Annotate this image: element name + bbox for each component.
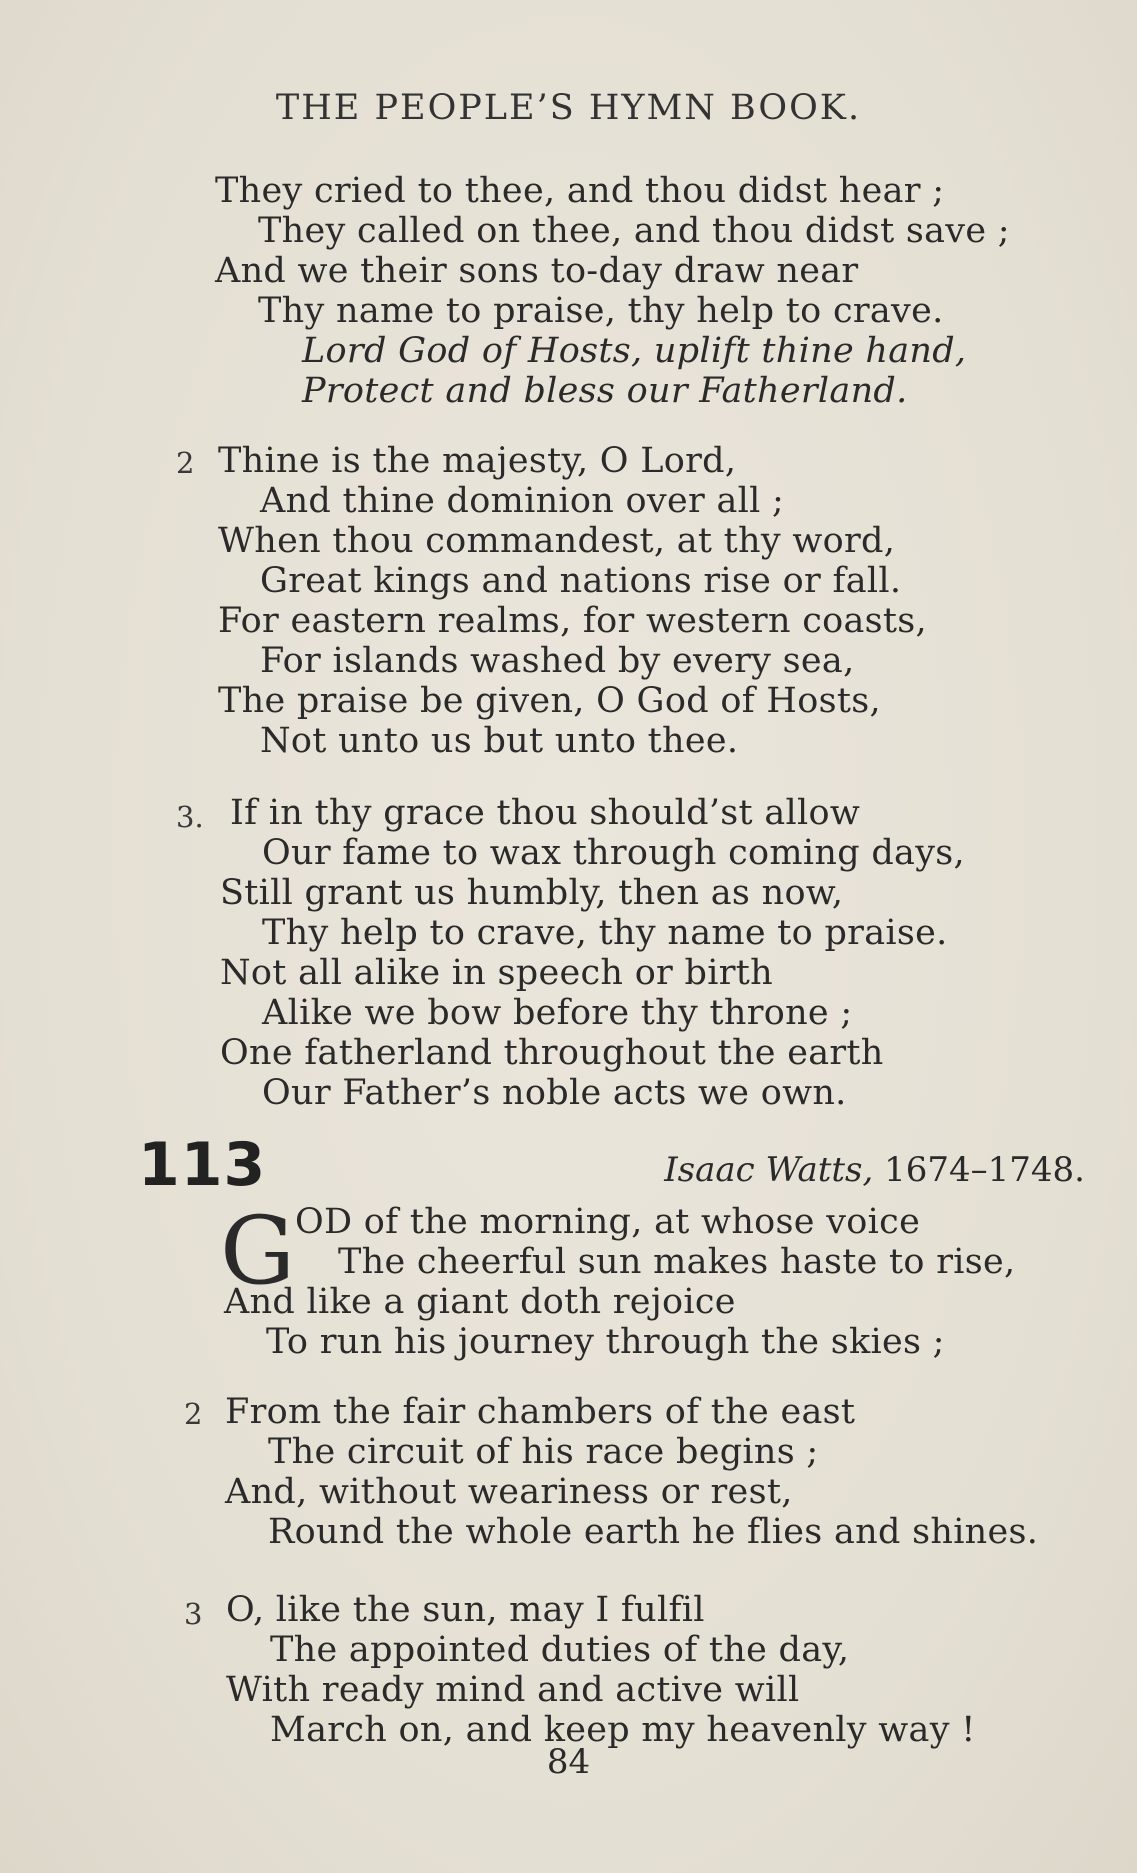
page-number: 84 — [546, 1742, 591, 1782]
hymn-line: And, without weariness or rest, — [225, 1472, 793, 1512]
hymn-line: Round the whole earth he flies and shines. — [268, 1512, 1039, 1552]
hymn-line: OD of the morning, at whose voice — [295, 1202, 921, 1242]
hymn-number: 113 — [138, 1130, 267, 1200]
hymn-line: Thine is the majesty, O Lord, — [218, 441, 737, 481]
hymn-line: The praise be given, O God of Hosts, — [218, 681, 881, 721]
hymn-line: And thine dominion over all ; — [260, 481, 785, 521]
verse-number: 2 — [176, 446, 195, 480]
verse-number: 3 — [184, 1597, 203, 1631]
hymn-line: When thou commandest, at thy word, — [218, 521, 896, 561]
running-header: THE PEOPLE’S HYMN BOOK. — [275, 88, 862, 128]
hymn-line: The cheerful sun makes haste to rise, — [338, 1242, 1016, 1282]
refrain-line: Protect and bless our Fatherland. — [302, 371, 908, 411]
drop-cap: G — [220, 1197, 296, 1306]
verse-number: 2 — [184, 1397, 203, 1431]
hymn-line: If in thy grace thou should’st allow — [230, 793, 861, 833]
hymn-line: One fatherland throughout the earth — [220, 1033, 884, 1073]
hymn-line: Great kings and nations rise or fall. — [260, 561, 902, 601]
hymn-line: The circuit of his race begins ; — [268, 1432, 819, 1472]
hymn-line: They called on thee, and thou didst save ; — [258, 211, 1010, 251]
hymn-line: For eastern realms, for western coasts, — [218, 601, 927, 641]
hymn-line: Our fame to wax through coming days, — [262, 833, 965, 873]
hymn-author — [664, 1150, 1085, 1190]
hymn-line: The appointed duties of the day, — [270, 1630, 850, 1670]
hymn-line: Thy name to praise, thy help to crave. — [258, 291, 944, 331]
refrain-line: Lord God of Hosts, uplift thine hand, — [302, 331, 967, 371]
hymn-line: Not unto us but unto thee. — [260, 721, 739, 761]
hymn-line: March on, and keep my heavenly way ! — [270, 1710, 976, 1750]
hymn-line: And we their sons to-day draw near — [215, 251, 859, 291]
hymn-line: O, like the sun, may I fulfil — [226, 1590, 705, 1630]
author-dates: 1674–1748. — [884, 1150, 1085, 1190]
hymn-line: To run his journey through the skies ; — [266, 1322, 945, 1362]
hymn-line: Our Father’s noble acts we own. — [262, 1073, 847, 1113]
hymn-line: Thy help to crave, thy name to praise. — [262, 913, 948, 953]
hymn-line: Still grant us humbly, then as now, — [220, 873, 844, 913]
hymn-line: For islands washed by every sea, — [260, 641, 855, 681]
hymn-line: From the fair chambers of the east — [225, 1392, 856, 1432]
hymn-line: And like a giant doth rejoice — [224, 1282, 736, 1322]
hymn-line: They cried to thee, and thou didst hear ; — [215, 171, 945, 211]
hymn-line: With ready mind and active will — [226, 1670, 800, 1710]
hymn-line: Alike we bow before thy throne ; — [262, 993, 853, 1033]
hymn-line: Not all alike in speech or birth — [220, 953, 773, 993]
verse-number: 3. — [176, 800, 204, 834]
author-name: Isaac Watts, — [664, 1150, 874, 1190]
